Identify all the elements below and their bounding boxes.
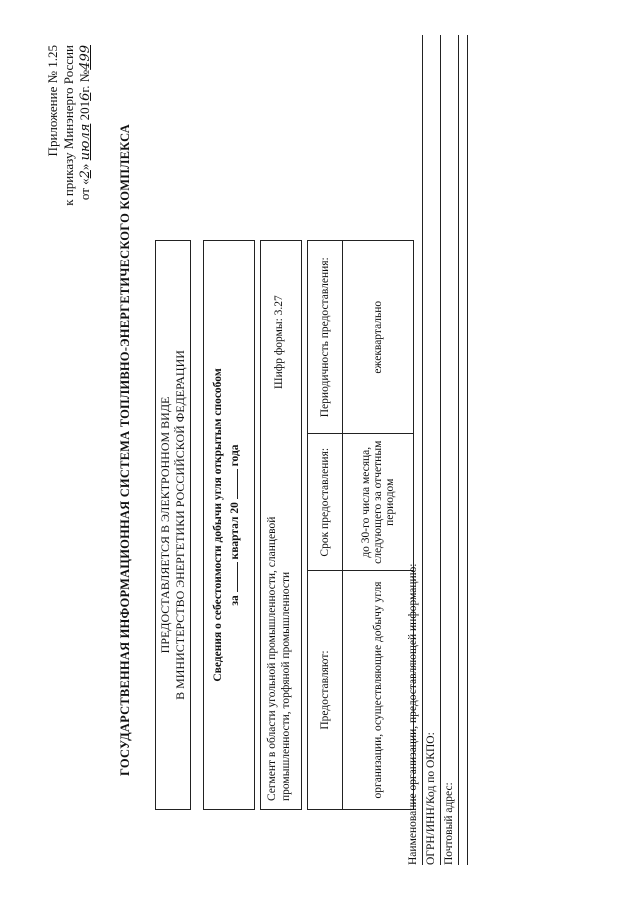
organization-info [405,35,468,865]
header-submitters: Предоставляют: [308,571,343,810]
appendix-header [45,45,94,265]
ogrn-label: ОГРН/ИНН/Код по ОКПО: [425,732,437,865]
segment-text: Сегмент в области угольной промышленности, сланцевой промышленности, торфяной промышленности [266,516,292,801]
handwritten-month: июля [78,123,93,161]
handwritten-order-number: 499 [78,45,93,70]
report-title: Сведения о себестоимости добычи угля открытым способом [212,368,224,682]
year-blank[interactable] [226,469,238,499]
address-label: Почтовый адрес: [443,782,455,865]
org-name-label: Наименование организации, предоставляющей информацию: [407,563,419,865]
value-deadline: до 30-го числа месяца, следующего за отчетным периодом [343,434,414,571]
value-frequency: ежеквартально [343,241,414,434]
ogrn-field[interactable] [423,35,441,865]
submit-line-2: В МИНИСТЕРСТВО ЭНЕРГЕТИКИ РОССИЙСКОЙ ФЕДЕРАЦИИ [173,350,187,700]
form-code: Шифр формы: 3.27 [273,295,285,389]
header-frequency: Периодичность предоставления: [308,241,343,434]
table-header-row [308,241,343,810]
divider [466,35,468,865]
address-field[interactable] [441,35,459,865]
table-row [343,241,414,810]
org-name-field[interactable] [405,35,423,865]
report-title-box [203,240,255,810]
appendix-order-ref: к приказу Минэнерго России [61,45,76,206]
appendix-number: Приложение № 1.25 [45,45,60,157]
page-title: ГОСУДАРСТВЕННАЯ ИНФОРМАЦИОННАЯ СИСТЕМА ТОПЛИВНО-ЭНЕРГЕТИЧЕСКОГО КОМПЛЕКСА [118,124,132,776]
handwritten-day: 2 [78,170,93,179]
value-submitters: организации, осуществляющие добычу угля [343,571,414,810]
header-deadline: Срок предоставления: [308,434,343,571]
handwritten-year-digit: 6 [78,92,93,101]
submit-line-1: ПРЕДОСТАВЛЯЕТСЯ В ЭЛЕКТРОННОМ ВИДЕ [158,396,172,654]
appendix-date-line: от «2» июля 2016г. №499 [77,45,93,201]
report-period: за квартал 20 года [226,241,243,809]
quarter-blank[interactable] [226,562,238,592]
submission-table [307,240,414,810]
submit-notice-box [155,240,191,810]
segment-box [260,240,302,810]
